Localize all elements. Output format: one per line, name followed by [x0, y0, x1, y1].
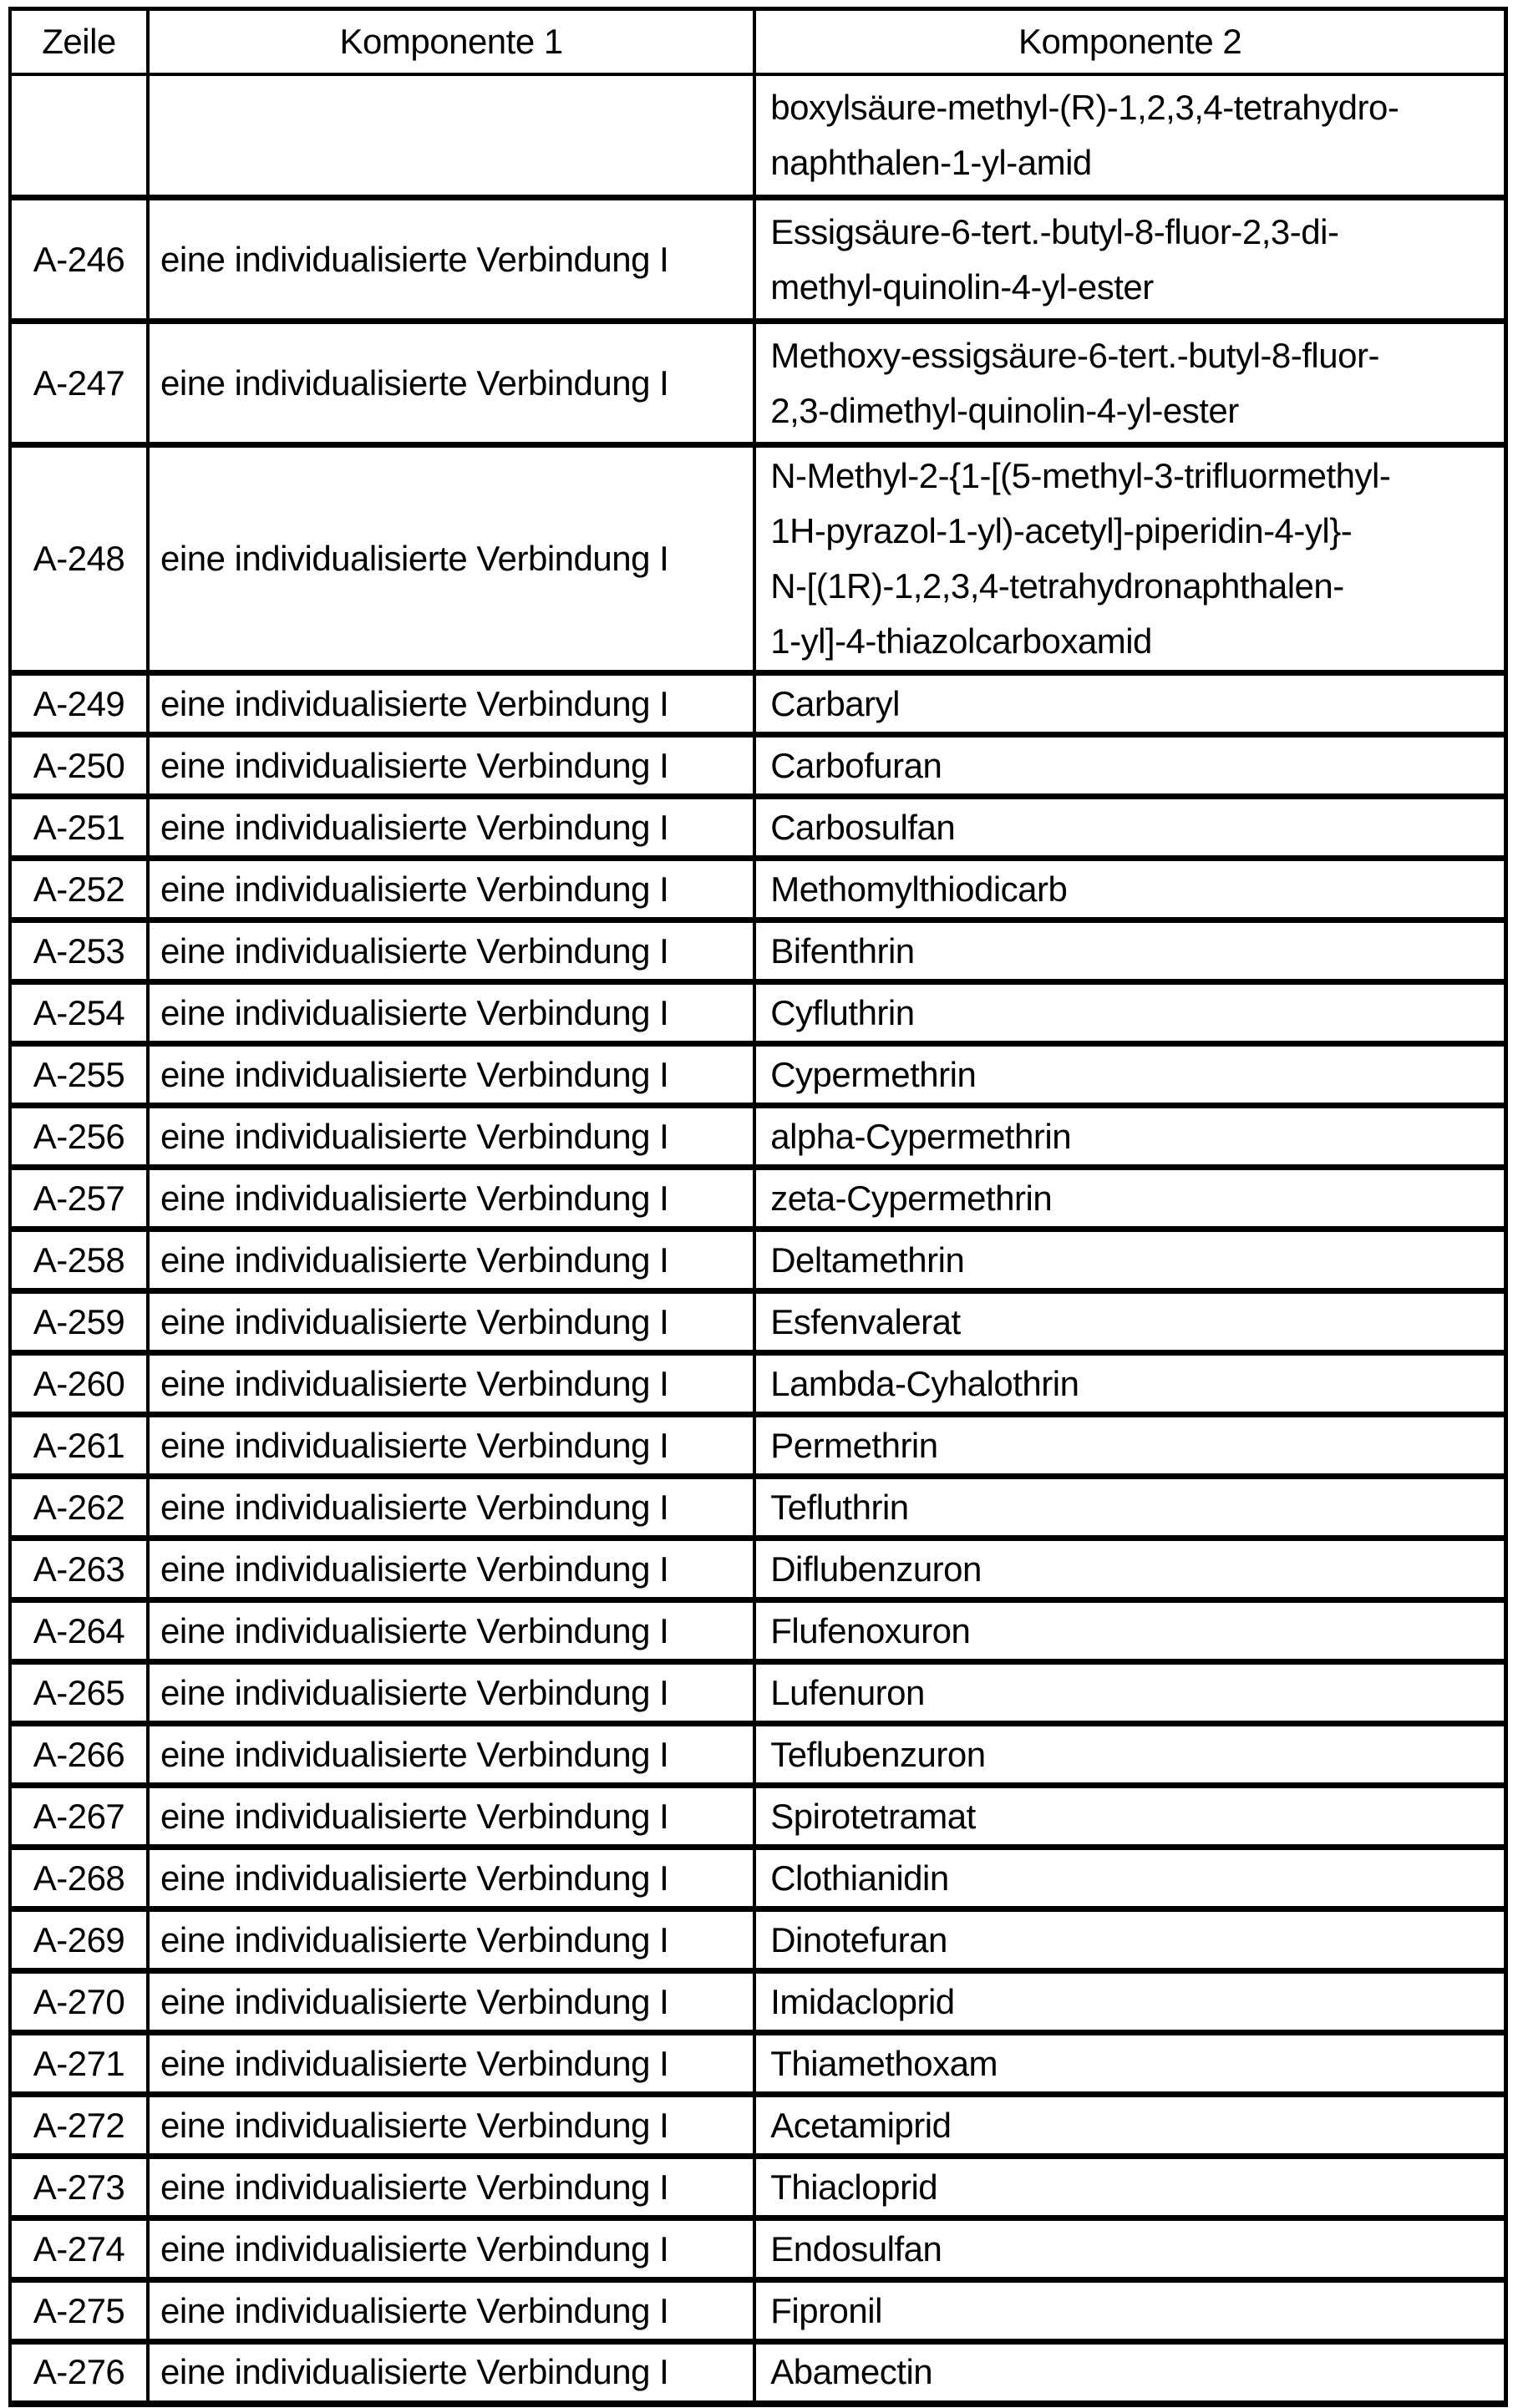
- komponente1-cell: eine individualisierte Verbindung I: [148, 1539, 754, 1600]
- komponente2-line: boxylsäure-methyl-(R)-1,2,3,4-tetrahydro-: [770, 87, 1399, 127]
- komponente2-cell: Flufenoxuron: [754, 1600, 1505, 1662]
- komponente2-cell: Lufenuron: [754, 1662, 1505, 1724]
- zeile-cell: A-266: [10, 1724, 148, 1786]
- komponente1-cell: eine individualisierte Verbindung I: [148, 1600, 754, 1662]
- komponente1-cell: eine individualisierte Verbindung I: [148, 1168, 754, 1229]
- table-row: [10, 859, 1506, 920]
- table-row: [10, 1848, 1506, 1909]
- table-row: [10, 1662, 1506, 1724]
- komponente1-cell: eine individualisierte Verbindung I: [148, 198, 754, 322]
- header-zeile: Zeile: [10, 9, 148, 74]
- table-row: [10, 797, 1506, 859]
- komponente2-cell: Deltamethrin: [754, 1229, 1505, 1291]
- komponente1-cell: [148, 74, 754, 198]
- header-komponente-1: Komponente 1: [148, 9, 754, 74]
- komponente2-cell: alpha-Cypermethrin: [754, 1106, 1505, 1168]
- komponente2-cell: zeta-Cypermethrin: [754, 1168, 1505, 1229]
- table-row: [10, 445, 1506, 673]
- zeile-cell: A-253: [10, 920, 148, 982]
- komponente2-cell: [754, 74, 1505, 198]
- zeile-cell: A-261: [10, 1415, 148, 1477]
- komponente1-cell: eine individualisierte Verbindung I: [148, 2157, 754, 2218]
- zeile-cell: A-263: [10, 1539, 148, 1600]
- komponente2-cell: Diflubenzuron: [754, 1539, 1505, 1600]
- table-row: [10, 1971, 1506, 2033]
- zeile-cell: A-267: [10, 1786, 148, 1848]
- table-row: [10, 1477, 1506, 1539]
- table-row: [10, 673, 1506, 735]
- komponente1-cell: eine individualisierte Verbindung I: [148, 920, 754, 982]
- table-row: [10, 1353, 1506, 1415]
- komponente2-cell: Clothianidin: [754, 1848, 1505, 1909]
- komponente2-line: 2,3-dimethyl-quinolin-4-yl-ester: [770, 390, 1239, 430]
- komponente1-cell: eine individualisierte Verbindung I: [148, 859, 754, 920]
- komponente2-cell: Teflubenzuron: [754, 1724, 1505, 1786]
- table-row: [10, 2342, 1506, 2404]
- komponente2-cell: [754, 445, 1505, 673]
- komponente1-cell: eine individualisierte Verbindung I: [148, 2095, 754, 2157]
- header-row: [10, 9, 1506, 74]
- table-row: [10, 1909, 1506, 1971]
- zeile-cell: A-258: [10, 1229, 148, 1291]
- zeile-cell: A-269: [10, 1909, 148, 1971]
- table-row: [10, 2095, 1506, 2157]
- komponente1-cell: eine individualisierte Verbindung I: [148, 735, 754, 797]
- komponente2-line: naphthalen-1-yl-amid: [770, 142, 1092, 182]
- zeile-cell: A-265: [10, 1662, 148, 1724]
- komponente1-cell: eine individualisierte Verbindung I: [148, 322, 754, 445]
- komponente2-cell: Endosulfan: [754, 2218, 1505, 2280]
- zeile-cell: A-255: [10, 1044, 148, 1106]
- komponente2-line: N-Methyl-2-{1-[(5-methyl-3-trifluormethyl-: [770, 456, 1391, 495]
- zeile-cell: A-251: [10, 797, 148, 859]
- table-row: [10, 2280, 1506, 2342]
- komponente2-cell: Esfenvalerat: [754, 1291, 1505, 1353]
- table-row: [10, 1415, 1506, 1477]
- zeile-cell: A-257: [10, 1168, 148, 1229]
- zeile-cell: [10, 74, 148, 198]
- table-row: [10, 2033, 1506, 2095]
- table-row: [10, 2218, 1506, 2280]
- table-row: [10, 920, 1506, 982]
- table-row: [10, 735, 1506, 797]
- komponente2-cell: Acetamiprid: [754, 2095, 1505, 2157]
- komponente2-line: 1-yl]-4-thiazolcarboxamid: [770, 621, 1152, 661]
- komponente2-line: methyl-quinolin-4-yl-ester: [770, 266, 1154, 307]
- table-row: [10, 74, 1506, 198]
- table-row: [10, 2157, 1506, 2218]
- table-row: [10, 1539, 1506, 1600]
- zeile-cell: A-262: [10, 1477, 148, 1539]
- komponente2-cell: Cypermethrin: [754, 1044, 1505, 1106]
- komponente2-cell: Cyfluthrin: [754, 982, 1505, 1044]
- zeile-cell: A-247: [10, 322, 148, 445]
- komponente2-cell: Imidacloprid: [754, 1971, 1505, 2033]
- table-row: [10, 1229, 1506, 1291]
- komponente1-cell: eine individualisierte Verbindung I: [148, 2033, 754, 2095]
- zeile-cell: A-256: [10, 1106, 148, 1168]
- zeile-cell: A-270: [10, 1971, 148, 2033]
- table-row: [10, 1168, 1506, 1229]
- komponente1-cell: eine individualisierte Verbindung I: [148, 1724, 754, 1786]
- zeile-cell: A-249: [10, 673, 148, 735]
- zeile-cell: A-276: [10, 2342, 148, 2404]
- zeile-cell: A-248: [10, 445, 148, 673]
- komponente1-cell: eine individualisierte Verbindung I: [148, 2218, 754, 2280]
- komponente2-cell: Lambda-Cyhalothrin: [754, 1353, 1505, 1415]
- komponente1-cell: eine individualisierte Verbindung I: [148, 1971, 754, 2033]
- komponente2-cell: Permethrin: [754, 1415, 1505, 1477]
- komponente2-line: 1H-pyrazol-1-yl)-acetyl]-piperidin-4-yl}-: [770, 511, 1353, 550]
- komponente1-cell: eine individualisierte Verbindung I: [148, 1786, 754, 1848]
- komponente1-cell: eine individualisierte Verbindung I: [148, 1848, 754, 1909]
- komponente2-cell: Spirotetramat: [754, 1786, 1505, 1848]
- komponente1-cell: eine individualisierte Verbindung I: [148, 1229, 754, 1291]
- komponente2-line: Essigsäure-6-tert.-butyl-8-fluor-2,3-di-: [770, 211, 1339, 251]
- komponente1-cell: eine individualisierte Verbindung I: [148, 1415, 754, 1477]
- table-row: [10, 1786, 1506, 1848]
- komponente2-line: N-[(1R)-1,2,3,4-tetrahydronaphthalen-: [770, 566, 1344, 606]
- zeile-cell: A-268: [10, 1848, 148, 1909]
- komponente2-cell: Dinotefuran: [754, 1909, 1505, 1971]
- zeile-cell: A-246: [10, 198, 148, 322]
- komponente2-cell: Fipronil: [754, 2280, 1505, 2342]
- zeile-cell: A-275: [10, 2280, 148, 2342]
- zeile-cell: A-273: [10, 2157, 148, 2218]
- komponente1-cell: eine individualisierte Verbindung I: [148, 797, 754, 859]
- komponente1-cell: eine individualisierte Verbindung I: [148, 445, 754, 673]
- komponente1-cell: eine individualisierte Verbindung I: [148, 1909, 754, 1971]
- zeile-cell: A-271: [10, 2033, 148, 2095]
- table-row: [10, 198, 1506, 322]
- table-row: [10, 322, 1506, 445]
- zeile-cell: A-264: [10, 1600, 148, 1662]
- header-komponente-2: Komponente 2: [754, 9, 1505, 74]
- zeile-cell: A-259: [10, 1291, 148, 1353]
- komponente2-cell: Bifenthrin: [754, 920, 1505, 982]
- table-body: [10, 74, 1506, 2404]
- komponente2-cell: [754, 322, 1505, 445]
- table-row: [10, 1600, 1506, 1662]
- komponente2-cell: Thiamethoxam: [754, 2033, 1505, 2095]
- table-row: [10, 1724, 1506, 1786]
- zeile-cell: A-250: [10, 735, 148, 797]
- komponente2-cell: Tefluthrin: [754, 1477, 1505, 1539]
- table-row: [10, 1044, 1506, 1106]
- table-row: [10, 982, 1506, 1044]
- table-header: [10, 9, 1506, 74]
- komponente1-cell: eine individualisierte Verbindung I: [148, 2342, 754, 2404]
- komponente2-cell: Thiacloprid: [754, 2157, 1505, 2218]
- komponente1-cell: eine individualisierte Verbindung I: [148, 1044, 754, 1106]
- zeile-cell: A-254: [10, 982, 148, 1044]
- compound-table: [8, 7, 1508, 2407]
- komponente2-line: Methoxy-essigsäure-6-tert.-butyl-8-fluor-: [770, 335, 1379, 375]
- komponente1-cell: eine individualisierte Verbindung I: [148, 1662, 754, 1724]
- komponente2-cell: Carbofuran: [754, 735, 1505, 797]
- komponente1-cell: eine individualisierte Verbindung I: [148, 1477, 754, 1539]
- komponente2-cell: Carbosulfan: [754, 797, 1505, 859]
- komponente1-cell: eine individualisierte Verbindung I: [148, 1353, 754, 1415]
- zeile-cell: A-274: [10, 2218, 148, 2280]
- komponente1-cell: eine individualisierte Verbindung I: [148, 1106, 754, 1168]
- komponente2-cell: [754, 198, 1505, 322]
- komponente1-cell: eine individualisierte Verbindung I: [148, 1291, 754, 1353]
- table-row: [10, 1291, 1506, 1353]
- zeile-cell: A-252: [10, 859, 148, 920]
- zeile-cell: A-272: [10, 2095, 148, 2157]
- komponente1-cell: eine individualisierte Verbindung I: [148, 2280, 754, 2342]
- komponente1-cell: eine individualisierte Verbindung I: [148, 673, 754, 735]
- komponente2-cell: Methomylthiodicarb: [754, 859, 1505, 920]
- table-row: [10, 1106, 1506, 1168]
- komponente2-cell: Abamectin: [754, 2342, 1505, 2404]
- komponente1-cell: eine individualisierte Verbindung I: [148, 982, 754, 1044]
- komponente2-cell: Carbaryl: [754, 673, 1505, 735]
- zeile-cell: A-260: [10, 1353, 148, 1415]
